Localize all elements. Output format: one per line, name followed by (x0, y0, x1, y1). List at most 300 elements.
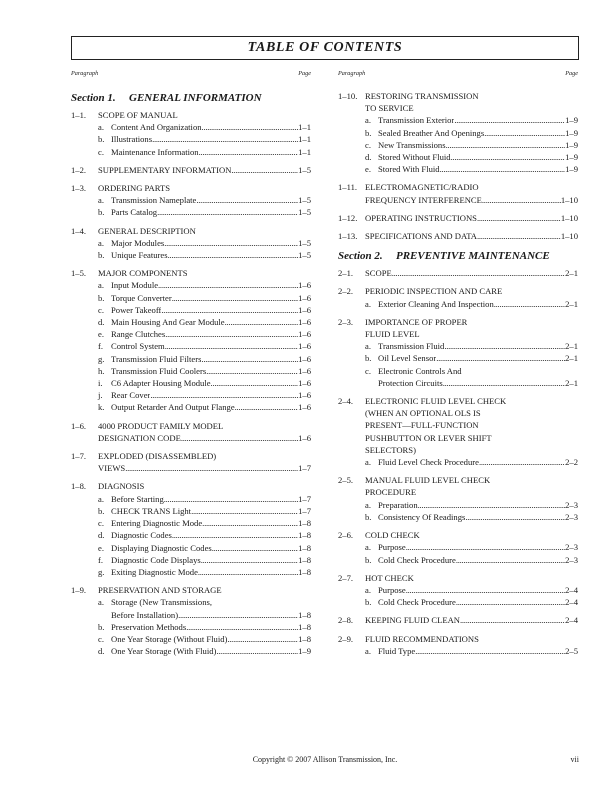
subparagraph-letter: a. (365, 584, 371, 595)
toc-row (71, 621, 311, 633)
paragraph-title-continued: VIEWS (98, 463, 126, 474)
subparagraph-title: Fluid Type (378, 645, 416, 656)
toc-row (71, 633, 311, 645)
toc-row (71, 146, 311, 158)
toc-paragraph (71, 182, 311, 219)
subparagraph-title: Parts Catalog (111, 207, 158, 218)
toc-paragraph (71, 164, 311, 176)
paragraph-title: PERIODIC INSPECTION AND CARE (365, 286, 503, 297)
subparagraph-letter: b. (365, 127, 372, 138)
paragraph-number: 1–3. (71, 183, 87, 194)
toc-paragraph (338, 614, 578, 626)
toc-row (338, 474, 578, 486)
subparagraph-title: Stored With Fluid (378, 164, 440, 175)
toc-row (338, 151, 578, 163)
dot-leader (227, 633, 298, 645)
toc-row (338, 163, 578, 175)
subparagraph-letter: a. (98, 122, 104, 133)
page-ref: 1–8 (298, 518, 311, 529)
copyright-notice: Copyright © 2007 Allison Transmission, Inc. (252, 755, 398, 764)
toc-row (338, 584, 578, 596)
page-ref: 1–6 (298, 341, 311, 352)
dot-leader (231, 164, 298, 176)
paragraph-number: 2–7. (338, 572, 354, 583)
toc-paragraph (338, 230, 578, 242)
toc-row (71, 353, 311, 365)
column-header-page: Page (298, 70, 311, 77)
page-ref: 1–5 (298, 207, 311, 218)
dot-leader (216, 645, 298, 657)
column-header-paragraph: Paragraph (71, 70, 99, 77)
toc-row (71, 109, 311, 121)
page-ref: 1–6 (298, 329, 311, 340)
page-ref: 1–8 (298, 633, 311, 644)
subparagraph-title: Oil Level Sensor (378, 353, 437, 364)
dot-leader (477, 212, 561, 224)
page-ref: 1–9 (565, 139, 578, 150)
toc-row (71, 377, 311, 389)
toc-row (338, 572, 578, 584)
page-ref: 1–9 (565, 127, 578, 138)
page-ref: 1–6 (298, 353, 311, 364)
section-label: Section 2. (338, 250, 383, 263)
page-ref: 1–9 (565, 115, 578, 126)
subparagraph-title: Range Clutches (111, 329, 166, 340)
paragraph-title: SCOPE (365, 268, 392, 279)
dot-leader (206, 365, 298, 377)
paragraph-number: 1–12. (338, 212, 358, 223)
toc-row (338, 139, 578, 151)
subparagraph-letter: b. (98, 207, 105, 218)
paragraph-number: 1–8. (71, 481, 87, 492)
toc-row (338, 645, 578, 657)
subparagraph-title: Diagnostic Codes (111, 530, 172, 541)
paragraph-number: 1–1. (71, 110, 87, 120)
page-ref: 2–1 (565, 298, 578, 309)
dot-leader (443, 377, 565, 389)
paragraph-title: SPECIFICATIONS AND DATA (365, 231, 477, 242)
subparagraph-title: Transmission Nameplate (111, 195, 197, 206)
paragraph-number: 2–6. (338, 530, 354, 541)
column-header-paragraph: Paragraph (338, 70, 366, 77)
toc-row (71, 480, 311, 492)
toc-paragraph (338, 267, 578, 279)
toc-row (338, 212, 578, 224)
subparagraph-title: Diagnostic Code Displays (111, 554, 201, 565)
subparagraph-letter: c. (98, 633, 104, 644)
column-header (71, 70, 311, 82)
toc-row (71, 450, 311, 462)
toc-row (71, 182, 311, 194)
page-ref: 1–8 (298, 542, 311, 553)
page-ref: 1–10 (560, 194, 578, 205)
paragraph-title-continued: SELECTORS) (365, 444, 416, 455)
toc-paragraph (338, 285, 578, 309)
toc-right-column (338, 70, 578, 663)
paragraph-number: 1–10. (338, 91, 358, 101)
toc-row-continued (71, 609, 311, 621)
section-label: Section 1. (71, 92, 116, 104)
dot-leader (202, 517, 298, 529)
toc-row (71, 420, 311, 432)
dot-leader (482, 194, 561, 206)
page-ref: 1–9 (565, 164, 578, 175)
page-ref: 2–1 (565, 377, 578, 388)
dot-leader (477, 230, 561, 242)
toc-row (71, 596, 311, 608)
dot-leader (456, 554, 565, 566)
paragraph-title: MAJOR COMPONENTS (98, 268, 188, 279)
toc-row (71, 237, 311, 249)
page-ref: 1–6 (298, 317, 311, 328)
toc-row (71, 566, 311, 578)
paragraph-title: FLUID RECOMMENDATIONS (365, 633, 479, 644)
subparagraph-title: Power Takeoff (111, 304, 162, 315)
subparagraph-title: Consistency Of Readings (378, 511, 466, 522)
paragraph-number: 1–4. (71, 225, 87, 236)
page-ref: 2–2 (565, 457, 578, 468)
subparagraph-letter: c. (98, 304, 104, 315)
paragraph-title: EXPLODED (DISASSEMBLED) (98, 451, 217, 462)
dot-leader (212, 542, 298, 554)
dot-leader (178, 609, 298, 621)
subparagraph-title: New Transmissions (378, 139, 446, 150)
paragraph-title-continued: FLUID LEVEL (365, 329, 420, 340)
page-ref: 2–3 (565, 554, 578, 565)
dot-leader (440, 163, 566, 175)
section-title: PREVENTIVE MAINTENANCE (396, 250, 550, 263)
page-ref: 2–4 (565, 615, 578, 626)
subparagraph-letter: e. (365, 164, 371, 175)
paragraph-number: 1–6. (71, 420, 87, 431)
subparagraph-title: Transmission Fluid Coolers (111, 365, 207, 376)
subparagraph-letter: b. (365, 554, 372, 565)
toc-row (338, 298, 578, 310)
dot-leader (191, 505, 298, 517)
page-title: TABLE OF CONTENTS (247, 40, 403, 55)
subparagraph-letter: g. (98, 353, 105, 364)
toc-row (71, 505, 311, 517)
subparagraph-letter: a. (98, 597, 104, 608)
paragraph-number: 2–4. (338, 396, 354, 407)
paragraph-title: ORDERING PARTS (98, 183, 170, 194)
toc-row-continued (338, 486, 578, 498)
section-heading (338, 248, 578, 264)
paragraph-title: COLD CHECK (365, 530, 420, 541)
subparagraph-letter: a. (365, 542, 371, 553)
subparagraph-title: Unique Features (111, 250, 168, 261)
dot-leader (460, 614, 565, 626)
toc-paragraph (71, 225, 311, 262)
dot-leader (392, 267, 565, 279)
toc-row (338, 633, 578, 645)
subparagraph-letter: d. (98, 317, 105, 328)
toc-row (338, 230, 578, 242)
toc-row (71, 365, 311, 377)
toc-paragraph (71, 420, 311, 444)
dot-leader (456, 596, 565, 608)
paragraph-title-continued: DESIGNATION CODE (98, 432, 181, 443)
toc-paragraph (338, 212, 578, 224)
page-ref: 2–3 (565, 511, 578, 522)
dot-leader (418, 499, 565, 511)
toc-row (71, 316, 311, 328)
paragraph-title: PRESERVATION AND STORAGE (98, 585, 222, 596)
page-ref: 1–6 (298, 390, 311, 401)
dot-leader (125, 462, 298, 474)
subparagraph-letter: b. (98, 621, 105, 632)
subparagraph-title: Displaying Diagnostic Codes (111, 542, 212, 553)
toc-row (338, 316, 578, 328)
subparagraph-letter: a. (365, 341, 371, 352)
page-ref: 1–6 (298, 378, 311, 389)
toc-row (71, 340, 311, 352)
dot-leader (446, 139, 566, 151)
toc-row (71, 493, 311, 505)
paragraph-number: 1–7. (71, 451, 87, 462)
paragraph-title-continued: FREQUENCY INTERFERENCE (365, 194, 482, 205)
page-ref: 1–9 (565, 152, 578, 163)
subparagraph-letter: a. (365, 499, 371, 510)
toc-row-continued (338, 102, 578, 114)
dot-leader (484, 127, 565, 139)
toc-row-continued (338, 432, 578, 444)
subparagraph-title-continued: Before Installation) (111, 609, 179, 620)
subparagraph-title: Preparation (378, 499, 418, 510)
subparagraph-title: Torque Converter (111, 292, 172, 303)
dot-leader (161, 304, 298, 316)
subparagraph-letter: a. (365, 298, 371, 309)
dot-leader (168, 249, 299, 261)
page-ref: 1–10 (560, 231, 578, 242)
dot-leader (164, 493, 298, 505)
subparagraph-letter: e. (98, 542, 104, 553)
paragraph-number: 2–8. (338, 615, 354, 626)
paragraph-title: DIAGNOSIS (98, 481, 145, 492)
paragraph-number: 2–5. (338, 475, 354, 486)
paragraph-number: 1–2. (71, 164, 87, 175)
paragraph-title: SUPPLEMENTARY INFORMATION (98, 164, 232, 175)
toc-row (71, 517, 311, 529)
paragraph-title: ELECTROMAGNETIC/RADIO (365, 182, 479, 193)
dot-leader (451, 151, 566, 163)
dot-leader (436, 352, 565, 364)
page-ref: 2–5 (565, 645, 578, 656)
toc-paragraph (71, 267, 311, 413)
subparagraph-title: Purpose (378, 584, 406, 595)
dot-leader (201, 353, 298, 365)
column-header-page: Page (565, 70, 578, 77)
dot-leader (165, 328, 298, 340)
toc-row (71, 401, 311, 413)
page-footer (71, 755, 579, 764)
page-ref: 1–1 (298, 122, 311, 133)
section-heading (71, 90, 311, 106)
subparagraph-letter: d. (98, 530, 105, 541)
page-ref: 1–6 (298, 432, 311, 443)
column-header (338, 70, 578, 82)
dot-leader (186, 621, 298, 633)
paragraph-number: 2–9. (338, 633, 354, 644)
toc-row (338, 541, 578, 553)
subparagraph-letter: i. (98, 378, 103, 389)
subparagraph-title: Exiting Diagnostic Mode (111, 566, 198, 577)
page-ref: 1–1 (298, 134, 311, 145)
page-ref: 1–5 (298, 164, 311, 175)
subparagraph-letter: b. (365, 511, 372, 522)
paragraph-number: 1–11. (338, 182, 358, 193)
subparagraph-title: Sealed Breather And Openings (378, 127, 485, 138)
toc-title-box (71, 36, 579, 60)
toc-row-continued (338, 194, 578, 206)
toc-paragraph (338, 529, 578, 566)
toc-row (71, 194, 311, 206)
page-ref: 1–7 (298, 463, 311, 474)
subparagraph-letter: c. (365, 139, 371, 150)
subparagraph-letter: d. (365, 152, 372, 163)
toc-row-continued (338, 377, 578, 389)
subparagraph-letter: a. (365, 115, 371, 126)
subparagraph-title: Content And Organization (111, 122, 202, 133)
toc-row-continued (338, 407, 578, 419)
toc-paragraph (71, 109, 311, 158)
toc-row (338, 114, 578, 126)
toc-row (338, 267, 578, 279)
subparagraph-letter: j. (98, 390, 103, 401)
paragraph-title: IMPORTANCE OF PROPER (365, 316, 468, 327)
toc-row (71, 584, 311, 596)
page-ref: 1–6 (298, 304, 311, 315)
toc-row-continued (338, 444, 578, 456)
page-ref: 2–1 (565, 353, 578, 364)
toc-paragraph (338, 474, 578, 523)
toc-row (338, 285, 578, 297)
subparagraph-letter: b. (365, 597, 372, 608)
page-ref: 1–9 (298, 646, 311, 657)
toc-paragraph (71, 450, 311, 474)
dot-leader (444, 340, 565, 352)
toc-left-column (71, 70, 311, 663)
toc-row (71, 328, 311, 340)
subparagraph-letter: a. (365, 457, 371, 468)
dot-leader (465, 511, 565, 523)
toc-row (71, 249, 311, 261)
subparagraph-title: Control System (111, 341, 165, 352)
toc-row (71, 225, 311, 237)
subparagraph-title: Main Housing And Gear Module (111, 317, 225, 328)
subparagraph-title: Preservation Methods (111, 621, 187, 632)
subparagraph-letter: k. (98, 402, 105, 413)
toc-row (338, 90, 578, 102)
dot-leader (199, 146, 299, 158)
dot-leader (157, 206, 298, 218)
subparagraph-title: Entering Diagnostic Mode (111, 518, 203, 529)
toc-row (338, 127, 578, 139)
subparagraph-letter: a. (98, 493, 104, 504)
paragraph-title-continued: PUSHBUTTON OR LEVER SHIFT (365, 432, 492, 443)
paragraph-title: ELECTRONIC FLUID LEVEL CHECK (365, 396, 507, 407)
dot-leader (235, 401, 298, 413)
page-ref: 1–8 (298, 530, 311, 541)
subparagraph-title: Before Starting (111, 493, 164, 504)
subparagraph-title: Cold Check Procedure (378, 597, 456, 608)
dot-leader (164, 237, 298, 249)
page-ref: 2–3 (565, 542, 578, 553)
dot-leader (415, 645, 565, 657)
toc-paragraph (71, 584, 311, 657)
dot-leader (158, 279, 298, 291)
toc-row-continued (338, 419, 578, 431)
page-ref: 1–8 (298, 621, 311, 632)
page-ref: 1–1 (298, 146, 311, 157)
toc-row (338, 340, 578, 352)
toc-row (338, 511, 578, 523)
paragraph-title: HOT CHECK (365, 572, 414, 583)
dot-leader (479, 456, 565, 468)
dot-leader (198, 566, 298, 578)
toc-paragraph (338, 316, 578, 389)
subparagraph-title: Storage (New Transmissions, (111, 597, 212, 608)
page-ref: 2–1 (565, 268, 578, 279)
toc-paragraph (338, 633, 578, 657)
dot-leader (152, 133, 298, 145)
section-title: GENERAL INFORMATION (129, 92, 262, 104)
subparagraph-letter: g. (98, 566, 105, 577)
subparagraph-letter: b. (365, 353, 372, 364)
toc-row (71, 292, 311, 304)
page-ref: 2–1 (565, 341, 578, 352)
dot-leader (181, 432, 298, 444)
paragraph-title: GENERAL DESCRIPTION (98, 225, 196, 236)
subparagraph-title: Stored Without Fluid (378, 152, 451, 163)
toc-paragraph (71, 480, 311, 578)
subparagraph-title: Transmission Fluid Filters (111, 353, 202, 364)
paragraph-number: 1–5. (71, 268, 87, 279)
subparagraph-title: Purpose (378, 542, 406, 553)
subparagraph-letter: h. (98, 365, 105, 376)
toc-row (71, 304, 311, 316)
dot-leader (165, 340, 298, 352)
paragraph-number: 2–3. (338, 316, 354, 327)
subparagraph-title-continued: Protection Circuits (378, 377, 443, 388)
subparagraph-title: Major Modules (111, 237, 165, 248)
dot-leader (211, 377, 299, 389)
subparagraph-title: Exterior Cleaning And Inspection (378, 298, 494, 309)
subparagraph-title: C6 Adapter Housing Module (111, 378, 211, 389)
paragraph-title: OPERATING INSTRUCTIONS (365, 212, 477, 223)
subparagraph-letter: b. (98, 505, 105, 516)
dot-leader (172, 292, 298, 304)
dot-leader (406, 541, 565, 553)
page-ref: 1–6 (298, 365, 311, 376)
paragraph-number: 1–13. (338, 231, 358, 242)
dot-leader (150, 389, 298, 401)
toc-paragraph (338, 395, 578, 468)
dot-leader (201, 554, 298, 566)
toc-row (338, 614, 578, 626)
toc-row (71, 554, 311, 566)
toc-row-continued (71, 462, 311, 474)
subparagraph-letter: d. (98, 646, 105, 657)
page-ref: 1–5 (298, 195, 311, 206)
subparagraph-letter: b. (98, 292, 105, 303)
subparagraph-title: CHECK TRANS Light (111, 505, 192, 516)
toc-row (71, 133, 311, 145)
toc-row (338, 499, 578, 511)
subparagraph-letter: f. (98, 341, 104, 352)
dot-leader (494, 298, 565, 310)
subparagraph-title: Illustrations (111, 134, 153, 145)
